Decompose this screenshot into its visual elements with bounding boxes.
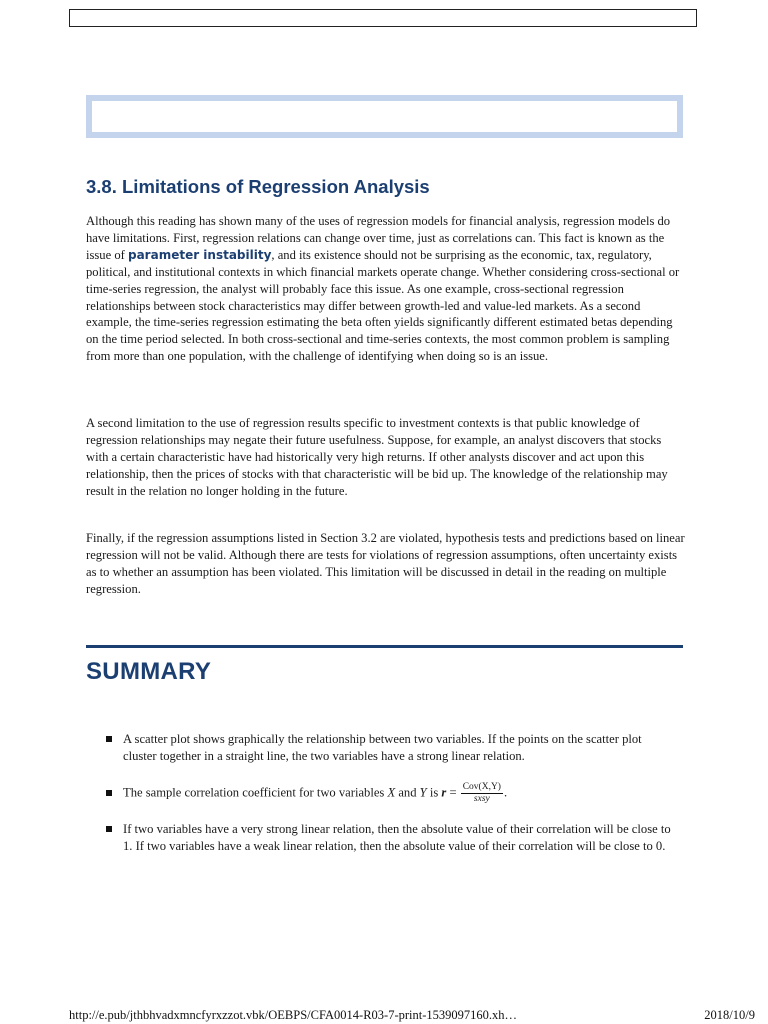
summary-bullet-1 (106, 731, 676, 765)
paragraph-1 (86, 213, 686, 365)
bullet-icon (106, 826, 112, 832)
summary-bullet-2 (106, 782, 676, 805)
summary-bullet-2-before: The sample correlation coefficient for two variables (123, 785, 388, 800)
summary-divider (86, 645, 683, 648)
summary-bullet-3-text: If two variables have a very strong linear relation, then the absolute value of their correlation will be close to 1. If two variables have a weak linear relation, then the absolute value of their correlation will be close to 0. (123, 821, 671, 853)
fraction-numerator: Cov(X,Y) (462, 781, 501, 792)
math-equals: = (446, 785, 460, 800)
footer-date: 2018/10/9 (704, 1008, 755, 1022)
summary-list (106, 731, 676, 855)
summary-title: SUMMARY (86, 658, 212, 685)
math-var-y: Y (419, 785, 427, 800)
math-var-r: r (441, 785, 447, 800)
bullet-icon (106, 790, 112, 796)
term-parameter-instability[interactable]: parameter instability (127, 247, 272, 262)
summary-bullet-2-and: and (395, 785, 420, 800)
paragraph-2 (86, 415, 686, 500)
summary-bullet-3 (106, 821, 676, 855)
bullet-icon (106, 736, 112, 742)
math-var-x: X (387, 785, 396, 800)
footer-url[interactable]: http://e.pub/jthbhvadxmncfyrxzzot.vbk/OEBPS/CFA0014-R03-7-print-1539097160.xh… (69, 1008, 518, 1022)
paragraph-1-after: , and its existence should not be surprising as the economic, tax, regulatory, political, and institutional contexts in which financial markets operate change. Whether considering cross-sectional or time-series regression, the analyst will probably face this issue. As one example, cross-sectional regression relationships between stock characteristics may differ between growth-led and value-led markets. As a second example, the time-series regression estimating the beta often yields significantly different estimated betas depending on the time period selected. In both cross-sectional and time-series contexts, the most common problem is sampling from more than one population, with the challenge of identifying when doing so is an issue. (86, 247, 680, 364)
fraction-denominator: sxsy (473, 793, 490, 804)
paragraph-3 (86, 530, 686, 598)
summary-bullet-2-end: . (503, 785, 508, 800)
correlation-fraction (461, 782, 503, 805)
section-title: 3.8. Limitations of Regression Analysis (86, 176, 430, 197)
summary-bullet-2-is: is (426, 785, 442, 800)
paragraph-1-before: Although this reading has shown many of the uses of regression models for financial analysis, regression models do have limitations. First, regression relations can change over time, just as correlations can. This fact is known as the issue of (86, 214, 671, 262)
top-header-box (69, 9, 697, 27)
paragraph-3-text: Finally, if the regression assumptions listed in Section 3.2 are violated, hypothesis tests and predictions based on linear regression will not be valid. Although there are tests for violations of regression assumptions, often uncertainty exists as to whether an assumption has been violated. This limitation will be discussed in detail in the reading on multiple regression. (86, 531, 685, 596)
paragraph-2-text: A second limitation to the use of regression results specific to investment contexts is that public knowledge of regression relationships may negate their future usefulness. Suppose, for example, an analyst discovers that stocks with a certain characteristic have had historically very high returns. If other analysts discover and act upon this relationship, then the prices of stocks with that characteristic will be bid up. The knowledge of the relationship may result in the relation no longer holding in the future. (86, 416, 668, 498)
callout-box (86, 95, 683, 138)
summary-bullet-1-text: A scatter plot shows graphically the relationship between two variables. If the points on the scatter plot cluster together in a straight line, the two variables have a strong linear relation. (123, 732, 642, 763)
